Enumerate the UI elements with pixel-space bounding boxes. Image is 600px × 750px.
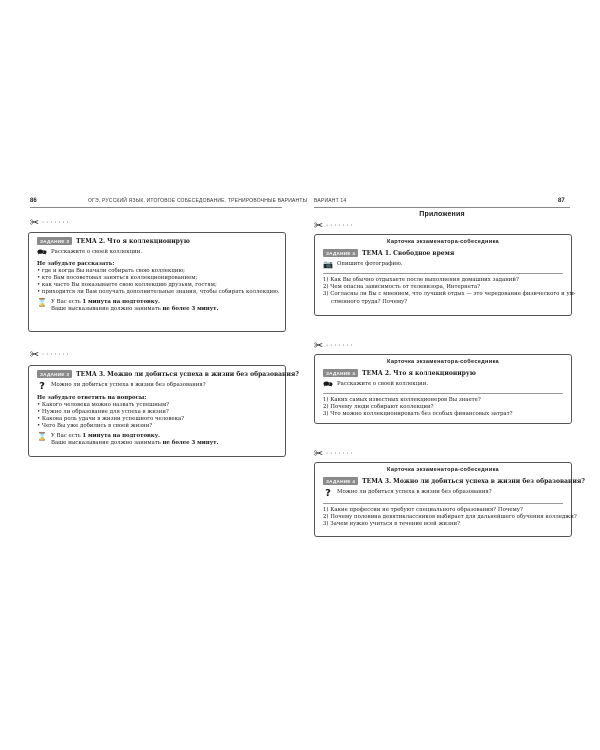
task-badge: ЗАДАНИЕ 4 bbox=[323, 369, 358, 377]
question-item: 1) Какие профессии не требуют специального образования? Почему? bbox=[323, 507, 523, 513]
right-page-number: 87 bbox=[558, 198, 565, 204]
question-item: 3) Что можно коллекционировать без особых финансовых затрат? bbox=[323, 411, 513, 418]
task-prompt: Можно ли добиться успеха в жизни без образования? bbox=[51, 382, 206, 388]
topic-title: ТЕМА 1. Свободное время bbox=[362, 249, 455, 257]
question-item: 2) Почему половина девятиклассников выбирает для дальнейшего обучения колледжи? bbox=[323, 514, 577, 521]
task-prompt: Опишите фотографию. bbox=[337, 261, 403, 267]
topic-title: ТЕМА 2. Что я коллекционирую bbox=[362, 369, 476, 377]
question-icon: ? bbox=[325, 488, 331, 499]
task-prompt: Расскажите о своей коллекции. bbox=[51, 249, 143, 255]
topic-title: ТЕМА 3. Можно ли добиться успеха в жизни без образования? bbox=[362, 477, 585, 485]
left-header-rule bbox=[30, 207, 282, 208]
left-page-number: 86 bbox=[30, 198, 37, 204]
task-prompt: Расскажите о своей коллекции. bbox=[337, 381, 429, 387]
list-item: • где и когда Вы начали собирать свою коллекцию; bbox=[37, 268, 277, 275]
task-prompt: Можно ли добиться успеха в жизни без образования? bbox=[337, 489, 492, 495]
question-item: 1) Как Вы обычно отдыхаете после выполнения домашних заданий? bbox=[323, 277, 519, 283]
question-item: 2) Почему люди собирают коллекции? bbox=[323, 404, 434, 411]
scissors-icon: ✂ bbox=[30, 348, 40, 361]
time-prep: У Вас есть 1 минута на подготовку. bbox=[51, 433, 161, 440]
question-item: 1) Каких самых известных коллекционеров Вы знаете? bbox=[323, 397, 481, 403]
card-heading: Карточка экзаменатора-собеседника bbox=[387, 467, 499, 473]
speech-icon: 🗪 bbox=[323, 380, 333, 389]
scissors-icon: ✂ bbox=[30, 216, 40, 229]
remember-label: Не забудьте рассказать: bbox=[37, 261, 115, 267]
speech-icon: 🗪 bbox=[37, 248, 47, 257]
hourglass-icon: ⌛ bbox=[37, 432, 47, 442]
right-page-header: ВАРИАНТ 14 bbox=[314, 198, 347, 204]
task-card-collection bbox=[28, 232, 286, 332]
examiner-card-education bbox=[314, 462, 585, 537]
question-item: 3) Зачем нужно учиться в течение всей жизни? bbox=[323, 521, 461, 528]
time-answer: Ваше высказывание должно занимать не более 3 минут. bbox=[51, 306, 219, 313]
hourglass-icon: ⌛ bbox=[37, 298, 47, 308]
time-answer: Ваше высказывание должно занимать не более 3 минут. bbox=[51, 440, 219, 447]
remember-label: Не забудьте ответить на вопросы: bbox=[37, 395, 147, 401]
list-item: • Какого человека можно назвать успешным? bbox=[37, 402, 277, 409]
bullet-list bbox=[37, 268, 280, 296]
task-badge: ЗАДАНИЕ 3 bbox=[37, 370, 72, 378]
question-icon: ? bbox=[39, 381, 45, 392]
left-page-header: ОГЭ. РУССКИЙ ЯЗЫК. ИТОГОВОЕ СОБЕСЕДОВАНИЕ. ТРЕНИРОВОЧНЫЕ ВАРИАНТЫ bbox=[88, 198, 308, 204]
question-item: 3) Согласны ли Вы с мнением, что лучший отдых — это чередование физического и ум- bbox=[323, 291, 576, 298]
list-item: • Нужно ли образование для успеха в жизни? bbox=[37, 409, 277, 416]
camera-icon: 📷 bbox=[323, 260, 333, 269]
question-item: ственного труда? Почему? bbox=[331, 298, 408, 305]
task-card-education bbox=[28, 365, 299, 457]
topic-title: ТЕМА 2. Что я коллекционирую bbox=[76, 237, 190, 245]
scissors-icon: ✂ bbox=[314, 339, 324, 352]
list-item: • Чего Вы уже добились в своей жизни? bbox=[37, 423, 277, 430]
question-item: 2) Чем опасна зависимость от телевизора, Интернета? bbox=[323, 284, 481, 291]
cut-line: ✂ ······· bbox=[314, 447, 355, 460]
list-item: • кто Вам посоветовал заняться коллекционированием; bbox=[37, 275, 277, 282]
card-heading: Карточка экзаменатора-собеседника bbox=[387, 239, 499, 245]
examiner-card-collection bbox=[314, 354, 572, 424]
cut-line: ✂ ······· bbox=[314, 219, 355, 232]
topic-title: ТЕМА 3. Можно ли добиться успеха в жизни без образования? bbox=[76, 370, 299, 378]
list-item: • Какова роль удачи в жизни успешного человека? bbox=[37, 416, 277, 423]
scissors-icon: ✂ bbox=[314, 219, 324, 232]
task-badge: ЗАДАНИЕ 4 bbox=[323, 477, 358, 485]
time-prep: У Вас есть 1 минута на подготовку. bbox=[51, 299, 161, 306]
cut-line: ✂ ······· bbox=[314, 339, 355, 352]
examiner-card-free-time bbox=[314, 234, 576, 316]
cut-line: ✂ ······· bbox=[30, 348, 71, 361]
cut-line: ✂ ······· bbox=[30, 216, 71, 229]
card-heading: Карточка экзаменатора-собеседника bbox=[387, 359, 499, 365]
task-badge: ЗАДАНИЕ 3 bbox=[37, 237, 72, 245]
right-header-rule bbox=[314, 207, 570, 208]
task-badge: ЗАДАНИЕ 4 bbox=[323, 249, 358, 257]
bullet-list bbox=[37, 402, 277, 430]
scissors-icon: ✂ bbox=[314, 447, 324, 460]
list-item: • как часто Вы показываете свою коллекцию друзьям, гостям; bbox=[37, 282, 277, 289]
list-item: • приходится ли Вам получать дополнительные знания, чтобы собирать коллекцию. bbox=[37, 289, 277, 296]
section-title: Приложения bbox=[419, 211, 465, 218]
